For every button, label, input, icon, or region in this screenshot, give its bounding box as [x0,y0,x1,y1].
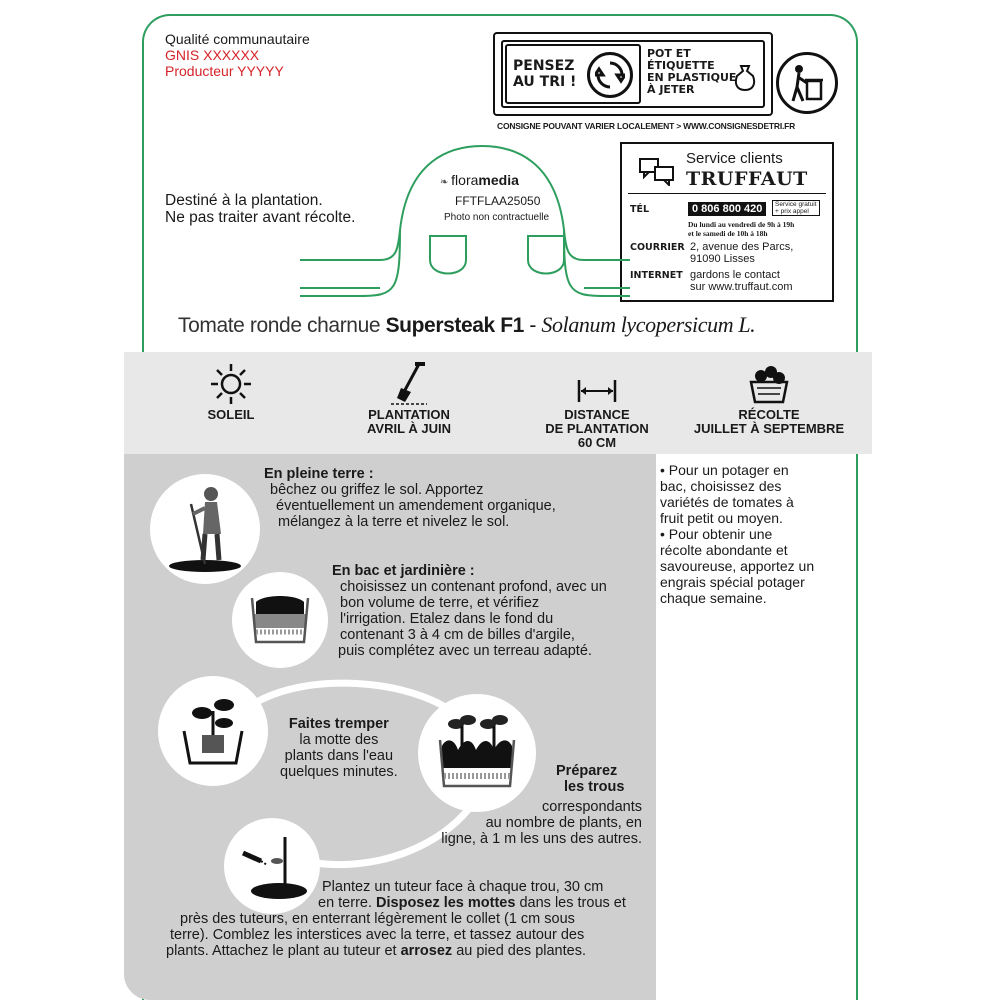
gnis-line: GNIS XXXXXX [165,47,260,63]
side-tip-line: variétés de tomates à [660,494,794,510]
leaf-icon: ❧ [440,177,452,188]
bac-line4: contenant 3 à 4 cm de billes d'argile, [340,627,575,643]
internet-value[interactable] [690,269,793,293]
service-clients-box [620,142,834,302]
pot-line2: ÉTIQUETTE [647,59,715,72]
hours-line2: et le samedi de 10h à 18h [688,229,768,238]
producer-line: Producteur YYYYY [165,63,284,79]
band-label-recolte [684,408,854,436]
destine-line1: Destiné à la plantation. [165,192,323,209]
destine-note [165,192,355,226]
side-tips [660,462,840,606]
trous-title1: Préparez [556,763,618,779]
side-tip-line: bac, choisissez des [660,478,782,494]
tel-tag [772,200,820,216]
plantez-line2c: dans les trous et [519,895,626,911]
bac-line5: puis complétez avec un terreau adapté. [338,643,592,659]
pleine-terre-title: En pleine terre : [264,466,374,482]
step-tremper [280,716,398,780]
title-variety: Supersteak F1 [385,314,524,337]
harvest-basket-icon [684,352,854,406]
tel-label: TÉL [630,204,650,215]
band-item-distance [512,352,682,450]
pensez-box [505,44,641,104]
step-trous-title [556,763,624,795]
plantez-line5a: plants. Attachez le plant au tuteur et [166,943,397,959]
pleine-terre-line2: éventuellement un amendement organique, [276,498,556,514]
side-tip-line: récolte abondante et [660,542,788,558]
bag-icon [733,62,757,98]
floramedia-prefix: flora [451,172,479,188]
step-bac [332,563,607,659]
band-plantation-line1: PLANTATION [368,407,450,422]
side-tip-line: chaque semaine. [660,590,767,606]
courrier-value [690,241,793,265]
title-dash: - [529,314,536,337]
title-latin: Solanum lycopersicum L. [541,312,756,337]
plantez-line1: Plantez un tuteur face à chaque trou, 30 cm [322,879,604,895]
service-title: Service clients [686,150,783,167]
gardener-illustration [150,474,260,584]
consigne-note: CONSIGNE POUVANT VARIER LOCALEMENT > WWW.CONSIGNESDETRI.FR [497,121,796,131]
recycling-inner [501,40,765,108]
courrier-label: COURRIER [630,242,685,253]
bac-line3: l'irrigation. Etalez dans le fond du [340,611,554,627]
tel-tag-line2: + prix appel [775,208,809,215]
trous-line2: au nombre de plants, en [485,815,642,831]
trash-person-icon [776,52,838,114]
pot-line1: POT ET [647,47,691,60]
courrier-line1: 2, avenue des Parcs, [690,241,794,253]
tremper-title: Faites tremper [288,716,389,732]
pot-line3: EN PLASTIQUE [647,71,737,84]
quality-line: Qualité communautaire [165,31,310,47]
photo-note: Photo non contractuelle [444,212,550,223]
internet-line1: gardons le contact [690,269,780,281]
pot-text [647,48,736,96]
plantez-line3: près des tuteurs, en enterrant légèrement le collet (1 cm sous [180,911,575,927]
side-tip-line: • Pour un potager en [660,462,789,478]
tel-number[interactable]: 0 806 800 420 [688,202,766,216]
band-distance-line1: DISTANCE [564,407,630,422]
pleine-terre-line1: bêchez ou griffez le sol. Apportez [270,482,484,498]
plantez-line2b: Disposez les mottes [376,895,516,911]
tremper-line1: la motte des [299,732,379,748]
plantez-line5c: au pied des plantes. [456,943,586,959]
courrier-line2: 91090 Lisses [690,253,755,265]
sun-icon [146,352,316,406]
side-tip-line: engrais spécial potager [660,574,805,590]
floramedia-logo [440,172,519,188]
side-tip-line: fruit petit ou moyen. [660,510,783,526]
plantez-line5b: arrosez [400,943,453,959]
trous-title2: les trous [564,779,625,795]
distance-icon [512,352,682,406]
side-tip-line: • Pour obtenir une [660,526,773,542]
product-title [178,312,755,338]
tremper-line2: plants dans l'eau [284,748,394,764]
recycling-block [493,32,773,116]
pensez-line1: PENSEZ [513,58,575,74]
band-item-recolte [684,352,854,436]
band-recolte-line1: RÉCOLTE [738,407,800,422]
band-distance-line2: DE PLANTATION [545,421,649,436]
service-header [628,150,826,194]
band-label-plantation [324,408,494,436]
chat-bubbles-icon [638,156,678,192]
bac-line1: choisissez un contenant profond, avec un [340,579,607,595]
hours-line1: Du lundi au vendredi de 9h à 19h [688,220,795,229]
bac-line2: bon volume de terre, et vérifiez [340,595,540,611]
trous-line3: ligne, à 1 m les uns des autres. [441,831,642,847]
band-item-soleil [146,352,316,422]
bac-title: En bac et jardinière : [332,563,475,579]
title-common: Tomate ronde charnue [178,314,381,337]
floramedia-suffix: media [478,172,519,188]
soaking-illustration [158,676,268,786]
pleine-terre-line3: mélangez à la terre et nivelez le sol. [278,514,510,530]
destine-line2: Ne pas traiter avant récolte. [165,209,356,226]
band-label-soleil [146,408,316,422]
internet-line2[interactable]: sur www.truffaut.com [690,281,793,293]
tremper-line3: quelques minutes. [280,764,398,780]
holes-illustration [418,694,536,812]
hours [688,220,794,238]
info-band [124,352,872,454]
tel-tag-line1: Service gratuit [775,201,817,208]
band-recolte-line2: JUILLET À SEPTEMBRE [693,421,845,436]
trous-line1: correspondants [542,799,642,815]
step-plantez [166,879,642,959]
band-plantation-line2: AVRIL À JUIN [366,421,452,436]
step-pleine-terre [264,466,556,530]
step-trous [442,799,642,847]
band-label-distance [512,408,682,450]
side-tip-line: savoureuse, apportez un [660,558,815,574]
band-soleil-line1: SOLEIL [207,407,255,422]
plantez-line4: terre). Comblez les interstices avec la terre, et tassez autour des [170,927,585,943]
band-item-plantation [324,352,494,436]
internet-label: INTERNET [630,270,683,281]
quality-block [165,31,310,79]
pot-line4: À JETER [647,83,695,96]
pensez-line2: AU TRI ! [513,74,577,90]
container-illustration [232,572,328,668]
plantez-line2a: en terre. [318,895,372,911]
product-code: FFTFLAA25050 [455,194,541,208]
spade-icon [324,352,494,406]
band-distance-line3: 60 CM [577,435,617,450]
service-brand: TRUFFAUT [686,168,808,190]
triman-arrows-icon [587,52,633,98]
